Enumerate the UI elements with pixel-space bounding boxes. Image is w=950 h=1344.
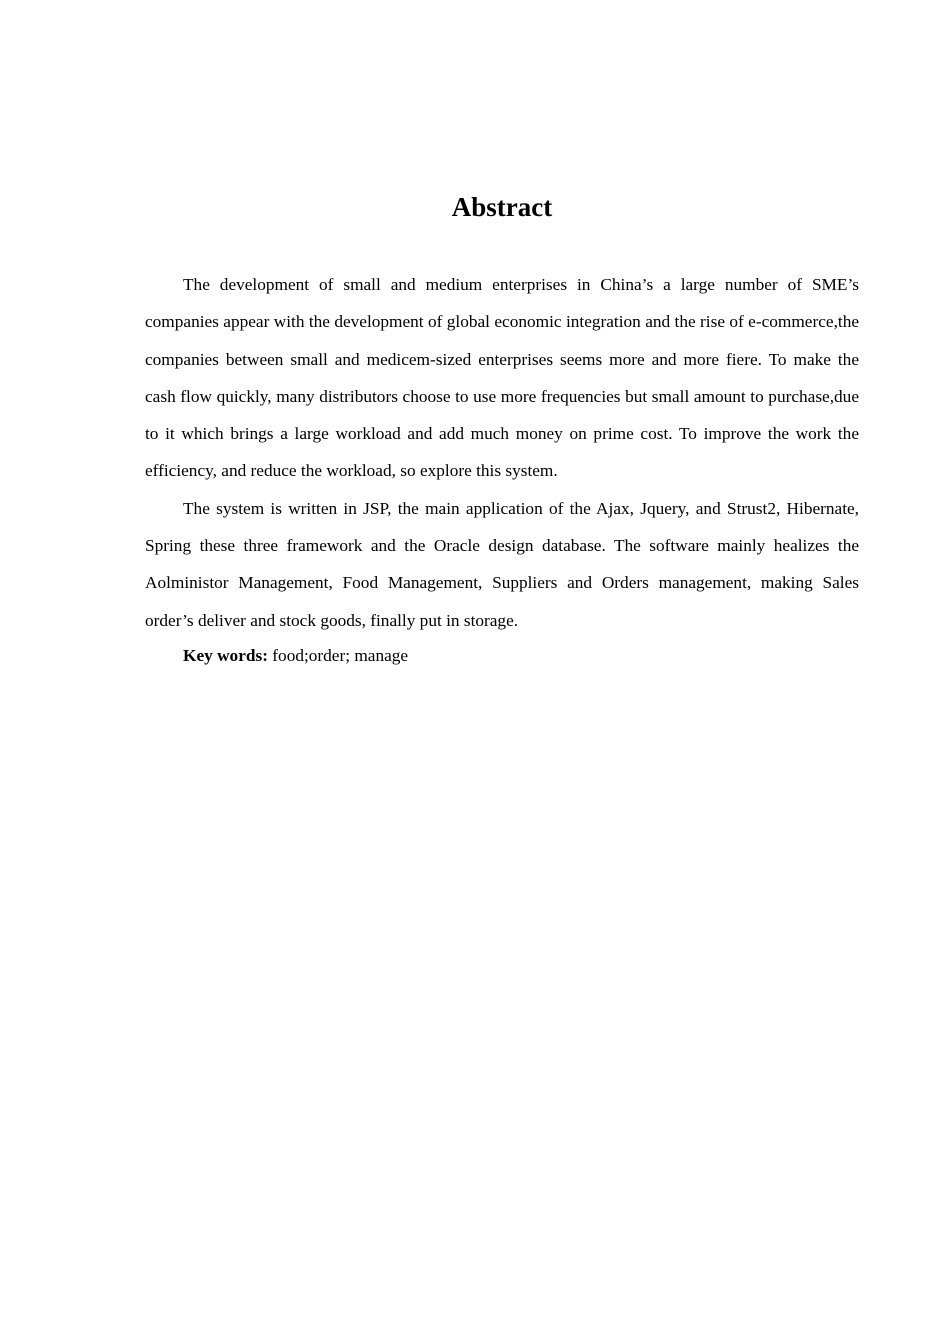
abstract-paragraph-2: The system is written in JSP, the main application of the Ajax, Jquery, and Strust2, Hibernate, Spring these three framework and the Oracle design database. The software mainly healizes the Aolministor Management, Food Management, Suppliers and Orders management, making Sales order’s deliver and stock goods, finally put in storage. xyxy=(145,498,859,630)
abstract-section xyxy=(145,187,859,673)
abstract-paragraph-1: The development of small and medium enterprises in China’s a large number of SME’s companies appear with the development of global economic integration and the rise of e-commerce,the companies between small and medicem-sized enterprises seems more and more fiere. To make the cash flow quickly, many distributors choose to use more frequencies but small amount to purchase,due to it which brings a large workload and add much money on prime cost. To improve the work the efficiency, and reduce the workload, so explore this system. xyxy=(145,275,859,481)
keywords-line xyxy=(145,639,859,673)
abstract-body xyxy=(145,266,859,673)
page-title: Abstract xyxy=(451,192,553,222)
keywords-label: Key words: xyxy=(183,645,268,665)
keywords-value: food;order; manage xyxy=(272,645,409,665)
